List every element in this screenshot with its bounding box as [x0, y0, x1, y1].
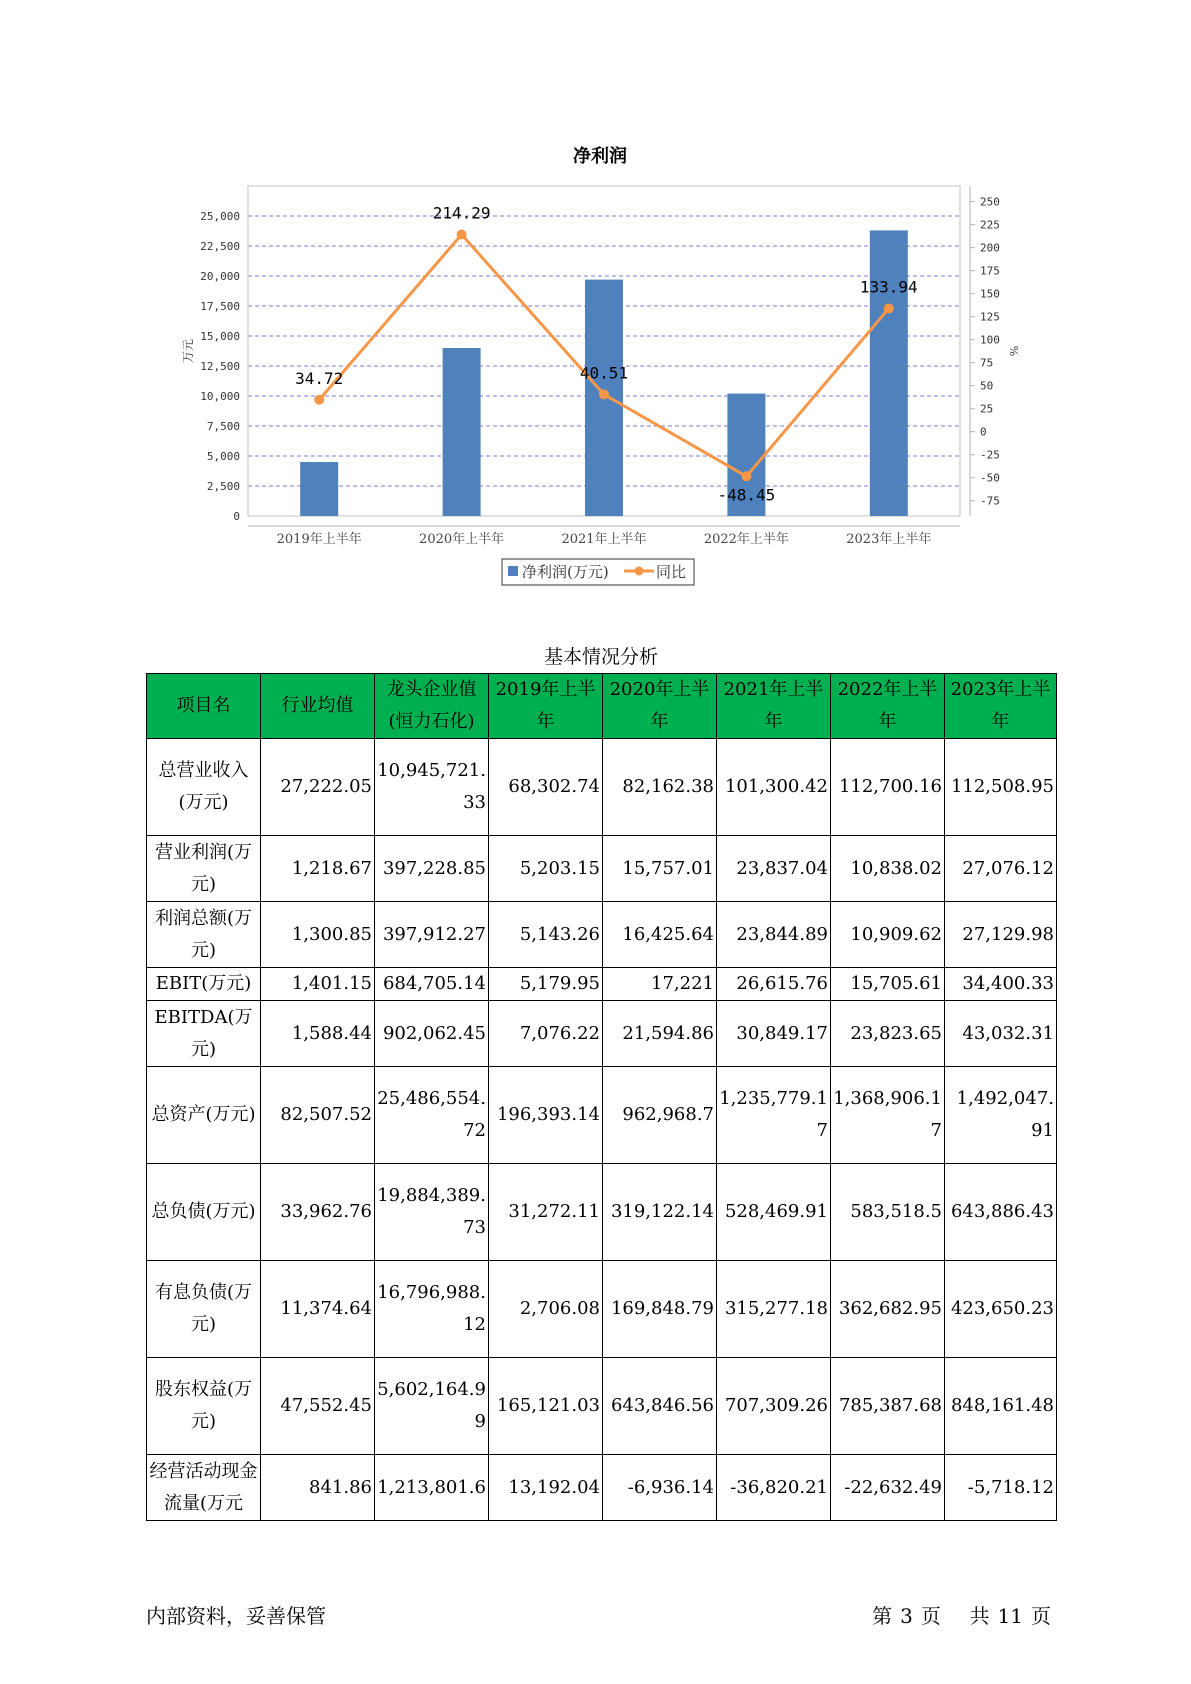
- table-cell: 169,848.79: [603, 1261, 717, 1358]
- data-label: 214.29: [432, 203, 491, 223]
- table-cell: 848,161.48: [945, 1358, 1057, 1455]
- table-cell: 5,143.26: [489, 902, 603, 968]
- chart-svg: [0, 0, 1191, 600]
- y-tick-label: 22,500: [200, 240, 240, 253]
- table-row: [147, 1358, 1057, 1455]
- yoy-point: [457, 230, 467, 240]
- table-cell: 643,886.43: [945, 1164, 1057, 1261]
- table-cell: 17,221: [603, 968, 717, 1001]
- table-row: [147, 739, 1057, 836]
- y-tick-label: 2,500: [206, 480, 240, 493]
- y2-tick-label: -75: [980, 494, 1000, 508]
- table-cell: 841.86: [261, 1455, 375, 1521]
- table-cell: 962,968.7: [603, 1067, 717, 1164]
- bar: [870, 230, 908, 516]
- y2-tick-label: 75: [980, 356, 994, 370]
- total-suffix: 页: [1031, 1604, 1051, 1628]
- row-label: 利润总额(万元): [147, 902, 261, 968]
- table-cell: 23,837.04: [717, 836, 831, 902]
- x-tick-label: 2019年上半年: [276, 532, 362, 547]
- table-cell: 902,062.45: [375, 1001, 489, 1067]
- y2-tick-label: -50: [980, 471, 1000, 485]
- header-cell: 行业均值: [261, 674, 375, 739]
- table-cell: 34,400.33: [945, 968, 1057, 1001]
- table-cell: 1,492,047.91: [945, 1067, 1057, 1164]
- bar: [443, 348, 481, 516]
- table-cell: 13,192.04: [489, 1455, 603, 1521]
- table-cell: 397,912.27: [375, 902, 489, 968]
- table-cell: 315,277.18: [717, 1261, 831, 1358]
- table-row: [147, 968, 1057, 1001]
- table-header-row: [147, 674, 1057, 739]
- y2-tick-label: 250: [980, 195, 1000, 209]
- table-row: [147, 1261, 1057, 1358]
- table-cell: 643,846.56: [603, 1358, 717, 1455]
- y-tick-label: 15,000: [200, 330, 240, 343]
- table-cell: 112,700.16: [831, 739, 945, 836]
- table-cell: 707,309.26: [717, 1358, 831, 1455]
- legend-label-bar: 净利润(万元): [522, 563, 609, 581]
- data-label: 133.94: [859, 277, 918, 297]
- table-cell: 1,588.44: [261, 1001, 375, 1067]
- table-cell: 11,374.64: [261, 1261, 375, 1358]
- table-cell: 5,203.15: [489, 836, 603, 902]
- table-row: [147, 1164, 1057, 1261]
- chart-title: 净利润: [573, 146, 627, 167]
- header-cell: 2020年上半年: [603, 674, 717, 739]
- table-cell: 68,302.74: [489, 739, 603, 836]
- y2-tick-label: 50: [980, 379, 994, 393]
- table-cell: 5,179.95: [489, 968, 603, 1001]
- table-cell: 1,218.67: [261, 836, 375, 902]
- bar: [300, 462, 338, 516]
- x-tick-label: 2023年上半年: [846, 532, 932, 547]
- y2-tick-label: 200: [980, 241, 1000, 255]
- table-cell: 15,757.01: [603, 836, 717, 902]
- table-cell: 583,518.5: [831, 1164, 945, 1261]
- page-mid: 页: [920, 1604, 941, 1628]
- table-cell: 397,228.85: [375, 836, 489, 902]
- header-cell: 2023年上半年: [945, 674, 1057, 739]
- y-tick-label: 17,500: [200, 300, 240, 313]
- table-cell: 21,594.86: [603, 1001, 717, 1067]
- table-cell: 165,121.03: [489, 1358, 603, 1455]
- table-cell: 16,425.64: [603, 902, 717, 968]
- table-cell: 319,122.14: [603, 1164, 717, 1261]
- row-label: EBITDA(万元): [147, 1001, 261, 1067]
- table-cell: 1,213,801.6: [375, 1455, 489, 1521]
- table-cell: 26,615.76: [717, 968, 831, 1001]
- table-cell: -36,820.21: [717, 1455, 831, 1521]
- x-tick-label: 2020年上半年: [419, 532, 505, 547]
- table-cell: 25,486,554.72: [375, 1067, 489, 1164]
- yoy-point: [741, 471, 751, 481]
- table-cell: 112,508.95: [945, 739, 1057, 836]
- y-axis-label: 万元: [181, 338, 195, 364]
- table-cell: 47,552.45: [261, 1358, 375, 1455]
- table-cell: 362,682.95: [831, 1261, 945, 1358]
- y2-axis-label: %: [1007, 345, 1020, 357]
- data-label: -48.45: [717, 485, 776, 505]
- header-cell: 2022年上半年: [831, 674, 945, 739]
- table-cell: 7,076.22: [489, 1001, 603, 1067]
- y2-tick-label: 25: [980, 402, 994, 416]
- y-tick-label: 25,000: [200, 210, 240, 223]
- table-cell: 82,507.52: [261, 1067, 375, 1164]
- table-cell: 2,706.08: [489, 1261, 603, 1358]
- table-cell: 684,705.14: [375, 968, 489, 1001]
- table-cell: 528,469.91: [717, 1164, 831, 1261]
- legend-swatch-bar: [508, 566, 518, 576]
- page-prefix: 第: [872, 1604, 893, 1628]
- y2-tick-label: 175: [980, 264, 1000, 278]
- table-cell: 1,235,779.17: [717, 1067, 831, 1164]
- header-cell: 2019年上半年: [489, 674, 603, 739]
- y-tick-label: 12,500: [200, 360, 240, 373]
- table-caption: 基本情况分析: [543, 646, 658, 668]
- table-cell: 27,076.12: [945, 836, 1057, 902]
- row-label: 总负债(万元): [147, 1164, 261, 1261]
- table-cell: 1,368,906.17: [831, 1067, 945, 1164]
- yoy-point: [884, 303, 894, 313]
- y2-tick-label: 100: [980, 333, 1000, 347]
- data-label: 34.72: [295, 368, 344, 388]
- table-cell: 1,300.85: [261, 902, 375, 968]
- table-cell: 27,222.05: [261, 739, 375, 836]
- total-prefix: 共: [969, 1604, 990, 1628]
- table-row: [147, 836, 1057, 902]
- row-label: 总资产(万元): [147, 1067, 261, 1164]
- basic-analysis-table: [146, 673, 1057, 1521]
- page-indicator: [868, 1600, 1055, 1629]
- footer-note: 内部资料，妥善保管: [146, 1604, 326, 1628]
- y2-tick-label: 125: [980, 310, 1000, 324]
- table-cell: 33,962.76: [261, 1164, 375, 1261]
- table-cell: -6,936.14: [603, 1455, 717, 1521]
- table-cell: 27,129.98: [945, 902, 1057, 968]
- row-label: 股东权益(万元): [147, 1358, 261, 1455]
- legend-label-line: 同比: [656, 563, 687, 581]
- net-profit-chart: [0, 0, 1191, 600]
- table-cell: 15,705.61: [831, 968, 945, 1001]
- header-cell: 2021年上半年: [717, 674, 831, 739]
- table-row: [147, 1001, 1057, 1067]
- table-cell: 31,272.11: [489, 1164, 603, 1261]
- row-label: 经营活动现金流量(万元: [147, 1455, 261, 1521]
- x-tick-label: 2022年上半年: [703, 532, 789, 547]
- row-label: EBIT(万元): [147, 968, 261, 1001]
- row-label: 营业利润(万元): [147, 836, 261, 902]
- y-tick-label: 7,500: [206, 420, 240, 433]
- table-cell: 30,849.17: [717, 1001, 831, 1067]
- data-label: 40.51: [579, 363, 629, 383]
- table-cell: 10,838.02: [831, 836, 945, 902]
- table-body: [147, 739, 1057, 1521]
- table-cell: 23,823.65: [831, 1001, 945, 1067]
- row-label: 总营业收入(万元): [147, 739, 261, 836]
- table-cell: -5,718.12: [945, 1455, 1057, 1521]
- y2-tick-label: 225: [980, 218, 1000, 232]
- header-cell: 龙头企业值(恒力石化): [375, 674, 489, 739]
- table-cell: 1,401.15: [261, 968, 375, 1001]
- table-row: [147, 1455, 1057, 1521]
- y-tick-label: 10,000: [200, 390, 240, 403]
- y-tick-label: 20,000: [200, 270, 240, 283]
- y-tick-label: 5,000: [206, 450, 240, 463]
- yoy-point: [599, 389, 609, 399]
- header-cell: 项目名: [147, 674, 261, 739]
- table-cell: 10,945,721.33: [375, 739, 489, 836]
- table-cell: 10,909.62: [831, 902, 945, 968]
- table-row: [147, 902, 1057, 968]
- yoy-point: [314, 395, 324, 405]
- table-cell: 785,387.68: [831, 1358, 945, 1455]
- table-row: [147, 1067, 1057, 1164]
- table-cell: 43,032.31: [945, 1001, 1057, 1067]
- total-pages: 11: [997, 1604, 1023, 1628]
- y2-tick-label: -25: [980, 448, 1000, 462]
- table-cell: 16,796,988.12: [375, 1261, 489, 1358]
- row-label: 有息负债(万元): [147, 1261, 261, 1358]
- y2-tick-label: 150: [980, 287, 1000, 301]
- page-number: 3: [900, 1604, 913, 1628]
- table-cell: -22,632.49: [831, 1455, 945, 1521]
- table-cell: 196,393.14: [489, 1067, 603, 1164]
- table-cell: 5,602,164.99: [375, 1358, 489, 1455]
- table-cell: 423,650.23: [945, 1261, 1057, 1358]
- x-tick-label: 2021年上半年: [561, 532, 647, 547]
- y2-tick-label: 0: [980, 425, 987, 439]
- table-cell: 23,844.89: [717, 902, 831, 968]
- table-cell: 101,300.42: [717, 739, 831, 836]
- y-tick-label: 0: [233, 510, 240, 523]
- table-cell: 19,884,389.73: [375, 1164, 489, 1261]
- table-cell: 82,162.38: [603, 739, 717, 836]
- legend-swatch-marker: [635, 567, 644, 576]
